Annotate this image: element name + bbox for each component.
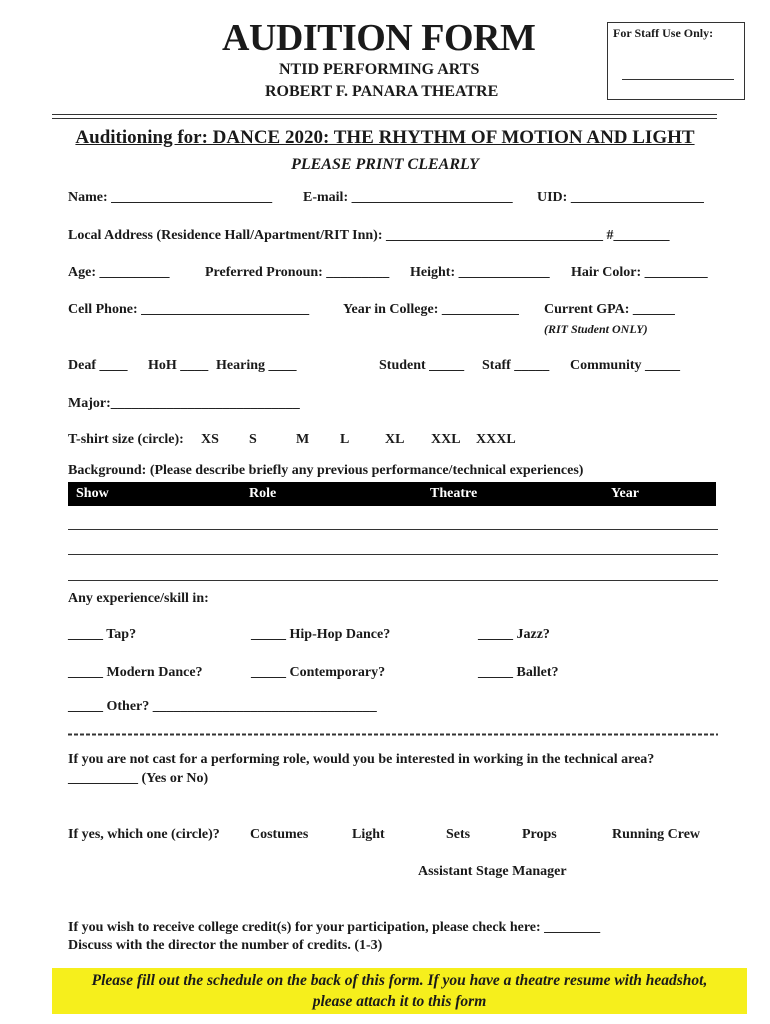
tshirt-size-xs[interactable]: XS — [201, 432, 219, 447]
email-field[interactable]: E-mail: _______________________ — [303, 190, 513, 205]
technical-which-label: If yes, which one (circle)? — [68, 827, 220, 842]
major-field[interactable]: Major:___________________________ — [68, 396, 300, 411]
hearing-field[interactable]: Hearing ____ — [216, 358, 297, 373]
skill-contemporary[interactable]: _____ Contemporary? — [251, 665, 386, 680]
tshirt-label: T-shirt size (circle): — [68, 432, 184, 447]
uid-field[interactable]: UID: ___________________ — [537, 190, 704, 205]
schedule-notice-line1: Please fill out the schedule on the back of this form. If you have a theatre resume with headshot, — [91, 972, 708, 989]
tshirt-size-s[interactable]: S — [249, 432, 257, 447]
community-field[interactable]: Community _____ — [570, 358, 681, 373]
skills-label: Any experience/skill in: — [68, 591, 209, 606]
background-entry-line[interactable] — [68, 580, 718, 581]
hoh-field[interactable]: HoH ____ — [148, 358, 209, 373]
credit-checkbox-line[interactable]: If you wish to receive college credit(s) for your participation, please check here: ________ — [68, 920, 601, 935]
tshirt-size-xxl[interactable]: XXL — [431, 432, 461, 447]
print-clearly-note: PLEASE PRINT CLEARLY — [291, 156, 479, 173]
technical-answer-field[interactable]: __________ (Yes or No) — [68, 771, 209, 786]
column-role: Role — [249, 486, 277, 501]
staff-use-line[interactable] — [622, 79, 734, 80]
schedule-notice-banner — [52, 968, 747, 1014]
tshirt-size-m[interactable]: M — [296, 432, 310, 447]
deaf-field[interactable]: Deaf ____ — [68, 358, 128, 373]
option-costumes[interactable]: Costumes — [250, 827, 309, 842]
tshirt-size-l[interactable]: L — [340, 432, 350, 447]
theatre-name: ROBERT F. PANARA THEATRE — [265, 83, 499, 100]
column-theatre: Theatre — [430, 486, 478, 501]
pronoun-field[interactable]: Preferred Pronoun: _________ — [205, 265, 390, 280]
height-field[interactable]: Height: _____________ — [410, 265, 550, 280]
schedule-notice-line2: please attach it to this form — [312, 993, 487, 1010]
org-name: NTID PERFORMING ARTS — [279, 61, 480, 78]
skill-modern-dance[interactable]: _____ Modern Dance? — [68, 665, 203, 680]
background-entry-line[interactable] — [68, 529, 718, 530]
option-running-crew[interactable]: Running Crew — [612, 827, 701, 842]
hair-color-field[interactable]: Hair Color: _________ — [571, 265, 708, 280]
gpa-field[interactable]: Current GPA: ______ — [544, 302, 675, 317]
tshirt-size-xl[interactable]: XL — [385, 432, 405, 447]
cell-phone-field[interactable]: Cell Phone: ________________________ — [68, 302, 310, 317]
staff-use-box — [607, 22, 745, 100]
header-rule-bottom — [52, 118, 717, 119]
year-in-college-field[interactable]: Year in College: ___________ — [343, 302, 519, 317]
background-table-header — [68, 482, 716, 506]
address-field[interactable]: Local Address (Residence Hall/Apartment/RIT Inn): _______________________________ #________ — [68, 228, 670, 243]
age-field[interactable]: Age: __________ — [68, 265, 170, 280]
background-entry-line[interactable] — [68, 554, 718, 555]
staff-use-label: For Staff Use Only: — [613, 26, 714, 40]
staff-field[interactable]: Staff _____ — [482, 358, 550, 373]
column-year: Year — [611, 486, 639, 501]
technical-question: If you are not cast for a performing role, would you be interested in working in the technical area? — [68, 752, 655, 767]
skill-other[interactable]: _____ Other? ________________________________ — [68, 699, 377, 714]
form-title: AUDITION FORM — [222, 17, 536, 59]
name-field[interactable]: Name: _______________________ — [68, 190, 273, 205]
gpa-note: (RIT Student ONLY) — [544, 322, 648, 336]
option-assistant-stage-manager[interactable]: Assistant Stage Manager — [418, 864, 567, 879]
skill-hip-hop[interactable]: _____ Hip-Hop Dance? — [251, 627, 391, 642]
skill-jazz[interactable]: _____ Jazz? — [478, 627, 550, 642]
student-field[interactable]: Student _____ — [379, 358, 465, 373]
header-rule-top — [52, 114, 717, 115]
option-props[interactable]: Props — [522, 827, 557, 842]
skill-ballet[interactable]: _____ Ballet? — [478, 665, 559, 680]
audition-heading: Auditioning for: DANCE 2020: THE RHYTHM OF MOTION AND LIGHT — [75, 127, 695, 148]
option-light[interactable]: Light — [352, 827, 385, 842]
credit-note: Discuss with the director the number of credits. (1-3) — [68, 938, 383, 953]
column-show: Show — [76, 486, 109, 501]
background-label: Background: (Please describe briefly any previous performance/technical experiences) — [68, 463, 584, 478]
skill-tap[interactable]: _____ Tap? — [68, 627, 137, 642]
dashed-divider — [68, 733, 718, 736]
tshirt-size-xxxl[interactable]: XXXL — [476, 432, 516, 447]
option-sets[interactable]: Sets — [446, 827, 471, 842]
